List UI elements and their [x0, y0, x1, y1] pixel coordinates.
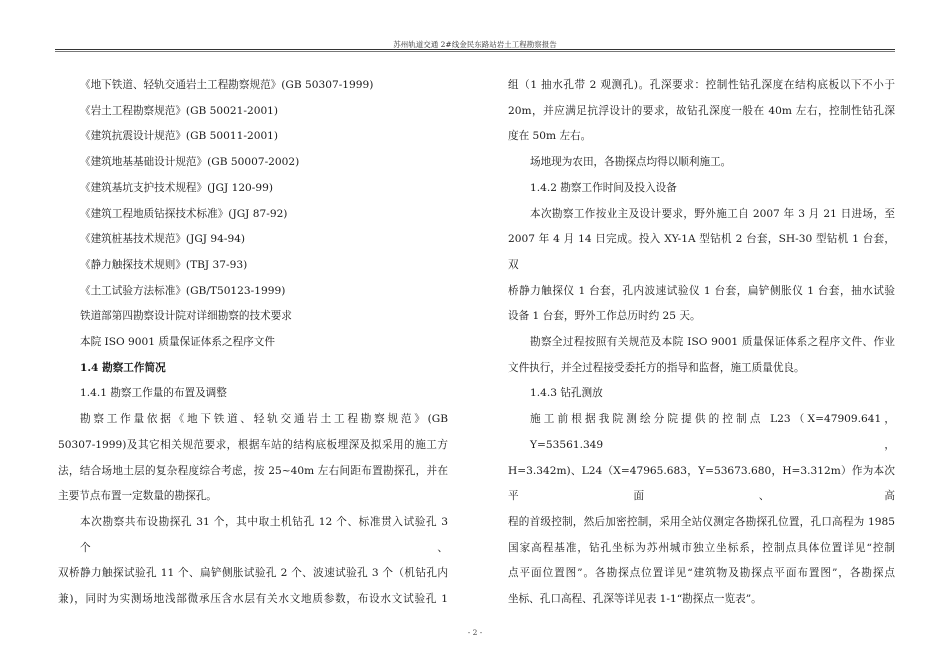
header-rule: [55, 49, 895, 50]
left-text-line: 《建筑工程地质钻探技术标准》(JGJ 87-92): [80, 207, 288, 220]
right-text-line: 场地现为农田，各勘探点均得以顺利施工。: [530, 156, 732, 169]
header-rule-thin: [55, 51, 895, 52]
right-text-line: 1.4.2 勘察工作时间及投入设备: [530, 181, 677, 194]
left-text-line: 《建筑桩基技术规范》(JGJ 94-94): [80, 233, 246, 246]
right-text-line: 程的首级控制，然后加密控制，采用全站仪测定各勘探孔位置，孔口高程为 1985: [508, 515, 895, 528]
right-text-line: 本次勘察工作按业主及设计要求，野外施工自 2007 年 3 月 21 日进场，至: [530, 207, 895, 220]
left-text-line: 勘察工作量依据《地下铁道、轻轨交通岩土工程勘察规范》(GB: [80, 413, 448, 426]
right-column: [508, 73, 895, 613]
right-text-line: 点平面位置图”。各勘探点位置详见“建筑物及勘探点平面布置图”，各勘探点: [508, 567, 895, 580]
left-text-line: 主要节点布置一定数量的勘探孔。: [58, 490, 217, 503]
right-text-line: 2007 年 4 月 14 日完成。投入 XY-1A 型钻机 2 台套，SH-30 型钻机 1 台套，双: [508, 233, 895, 271]
left-text-line: 1.4.1 勘察工作量的布置及调整: [80, 387, 227, 400]
right-text-line: 勘察全过程按照有关规范及本院 ISO 9001 质量保证体系之程序文件、作业: [530, 336, 895, 349]
right-text-line: 国家高程基准，钻孔坐标为苏州城市独立坐标系，控制点具体位置详见“控制: [508, 541, 895, 554]
left-text-line: 《建筑抗震设计规范》(GB 50011-2001): [80, 130, 279, 143]
right-text-line: 20m，并应满足抗浮设计的要求，故钻孔深度一般在 40m 左右，控制性钻孔深: [508, 104, 895, 117]
page-number: - 2 -: [467, 628, 483, 637]
right-text-line: 1.4.3 钻孔测放: [530, 387, 603, 400]
right-text-line: 坐标、孔口高程、孔深等详见表 1-1“勘探点一览表”。: [508, 593, 762, 606]
left-text-line: 双桥静力触探试验孔 11 个、扁铲侧胀试验孔 2 个、波速试验孔 3 个（机钻孔内: [58, 567, 448, 580]
right-text-line: H=3.342m)、L24（X=47965.683，Y=53673.680，H=3.312m）作为本次平面、高: [508, 464, 895, 503]
running-header: 苏州轨道交通 2#线金民东路站岩土工程勘察报告: [393, 40, 557, 49]
left-text-line: 《建筑基坑支护技术规程》(JGJ 120-99): [80, 181, 273, 194]
left-text-line: 《土工试验方法标准》(GB/T50123-1999): [80, 284, 286, 297]
left-text-line: 《岩土工程勘察规范》(GB 50021-2001): [80, 104, 279, 117]
left-text-line: 《地下铁道、轻轨交通岩土工程勘察规范》(GB 50307-1999): [80, 79, 374, 91]
left-column: [58, 73, 448, 613]
left-text-line: 铁道部第四勘察设计院对详细勘察的技术要求: [80, 310, 292, 323]
left-text-line: 50307-1999)及其它相关规范要求，根据车站的结构底板埋深及拟采用的施工方: [58, 438, 448, 451]
left-text-line: 本次勘察共布设勘探孔 31 个，其中取土机钻孔 12 个、标准贯入试验孔 3 个、: [80, 515, 448, 554]
right-text-line: 施工前根据我院测绘分院提供的控制点 L23（X=47909.641，Y=53561.349，: [530, 413, 895, 451]
left-text-line: 1.4 勘察工作简况: [80, 361, 166, 374]
right-text-line: 设备 1 台套，野外工作总历时约 25 天。: [508, 310, 701, 323]
right-text-line: 度在 50m 左右。: [508, 130, 592, 143]
right-text-line: 组（1 抽水孔带 2 观测孔)。孔深要求：控制性钻孔深度在结构底板以下不小于: [508, 79, 895, 91]
left-text-line: 《建筑地基基础设计规范》(GB 50007-2002): [80, 156, 300, 169]
right-text-line: 桥静力触探仪 1 台套，孔内波速试验仪 1 台套，扁铲侧胀仪 1 台套，抽水试验: [508, 284, 895, 297]
left-text-line: 兼)，同时为实测场地浅部微承压含水层有关水文地质参数，布设水文试验孔 1: [58, 593, 448, 606]
right-text-line: 文件执行，并全过程接受委托方的指导和监督，施工质量优良。: [508, 361, 805, 374]
left-text-line: 《静力触探技术规则》(TBJ 37-93): [80, 258, 248, 271]
left-text-line: 法，结合场地土层的复杂程度综合考虑，按 25~40m 左右间距布置勘探孔，并在: [58, 464, 448, 477]
left-text-line: 本院 ISO 9001 质量保证体系之程序文件: [80, 336, 275, 349]
